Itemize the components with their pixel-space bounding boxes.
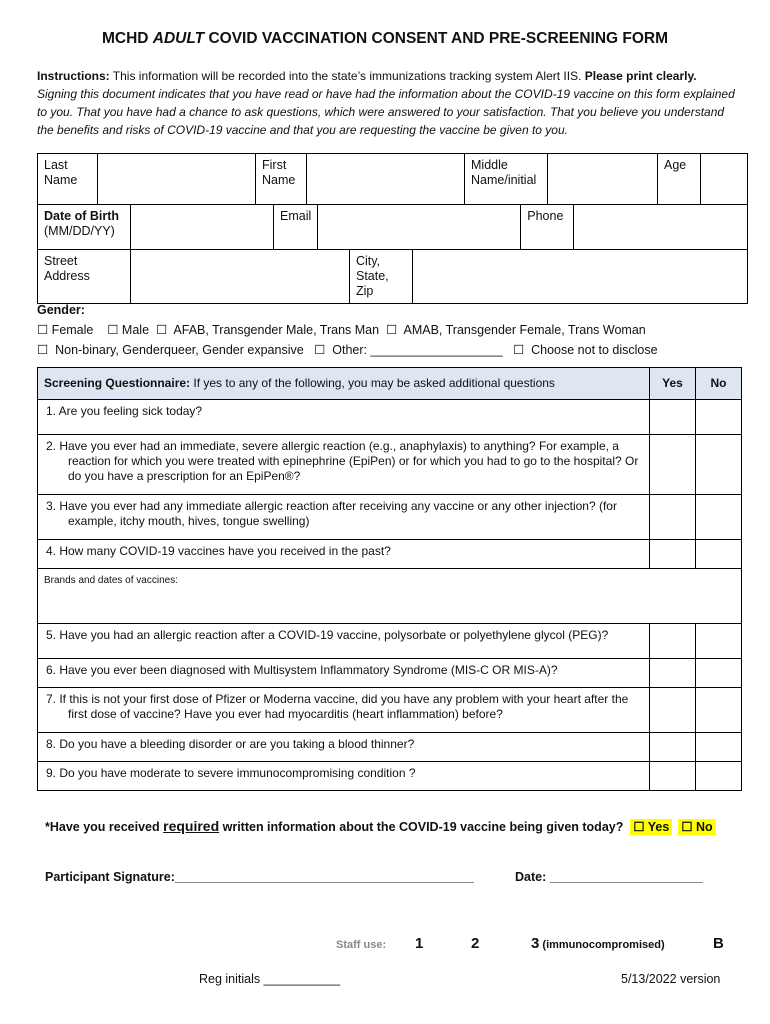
middle-name-label: Middle Name/initial — [465, 154, 548, 205]
last-name-field[interactable] — [98, 154, 256, 205]
staff-use-label: Staff use: — [336, 939, 387, 951]
first-name-label: First Name — [256, 154, 307, 205]
dob-label: Date of Birth (MM/DD/YY) — [38, 205, 131, 250]
screening-table — [37, 367, 742, 791]
street-field[interactable] — [131, 250, 350, 304]
first-name-field[interactable] — [307, 154, 465, 205]
staff-option-b: B — [713, 935, 724, 952]
personal-info-table — [37, 153, 748, 205]
q9-no[interactable] — [696, 762, 742, 791]
city-label: City, State, Zip — [350, 250, 413, 304]
q6-no[interactable] — [696, 659, 742, 688]
screening-header: Screening Questionnaire: If yes to any of the following, you may be asked additional questions — [38, 368, 650, 400]
phone-label: Phone — [521, 205, 574, 250]
gender-label: Gender: — [37, 303, 85, 317]
street-label: Street Address — [38, 250, 131, 304]
question-9: 9. Do you have moderate to severe immunocompromising condition ? — [38, 762, 650, 791]
q1-no[interactable] — [696, 400, 742, 435]
staff-option-1: 1 — [415, 935, 424, 952]
last-name-label: Last Name — [38, 154, 98, 205]
staff-option-2: 2 — [471, 935, 480, 952]
q8-no[interactable] — [696, 733, 742, 762]
q5-yes[interactable] — [650, 624, 696, 659]
gender-section — [37, 300, 757, 360]
question-3: 3. Have you ever had any immediate allergic reaction after receiving any vaccine or any other injection? (for example, itchy mouth, hives, tongue swelling) — [38, 495, 650, 540]
question-2: 2. Have you ever had an immediate, severe allergic reaction (e.g., anaphylaxis) to anything? For example, a reaction for which you were treated with epinephrine (EpiPen) or for which you had to go to the hospital? Or do you have a prescription for an EpiPen®? — [38, 435, 650, 495]
q4-yes[interactable] — [650, 540, 696, 569]
question-8: 8. Do you have a bleeding disorder or are you taking a blood thinner? — [38, 733, 650, 762]
q2-no[interactable] — [696, 435, 742, 495]
date-line[interactable]: Date: ______________________ — [515, 870, 703, 884]
received-yes-checkbox[interactable]: ☐ Yes — [630, 819, 672, 835]
question-4: 4. How many COVID-19 vaccines have you received in the past? — [38, 540, 650, 569]
q5-no[interactable] — [696, 624, 742, 659]
q4-no[interactable] — [696, 540, 742, 569]
instructions: Instructions: This information will be recorded into the state’s immunizations tracking system Alert IIS. Please print clearly. Signing this document indicates that you have read or have had the information about the COVID-19 vaccine on this form explained to you. That you have had a chance to ask questions, which were answered to your satisfaction. That you believe you understand the benefits and risks of COVID-19 vaccine and that you are requesting the vaccine be given to you. — [37, 69, 735, 137]
question-1: 1. Are you feeling sick today? — [38, 400, 650, 435]
address-table — [37, 249, 748, 304]
form-title: MCHD ADULT COVID VACCINATION CONSENT AND PRE-SCREENING FORM — [101, 30, 669, 47]
middle-name-field[interactable] — [548, 154, 658, 205]
question-7: 7. If this is not your first dose of Pfizer or Moderna vaccine, did you have any problem with your heart after the first dose of vaccine? Have you ever had myocarditis (heart inflammation) before? — [38, 688, 650, 733]
q9-yes[interactable] — [650, 762, 696, 791]
yes-header: Yes — [650, 368, 696, 400]
email-label: Email — [274, 205, 318, 250]
q7-yes[interactable] — [650, 688, 696, 733]
dob-field[interactable] — [131, 205, 274, 250]
contact-info-table — [37, 204, 748, 250]
q2-yes[interactable] — [650, 435, 696, 495]
age-field[interactable] — [701, 154, 748, 205]
phone-field[interactable] — [574, 205, 748, 250]
signature-line[interactable]: Participant Signature:___________________________________________ — [45, 870, 474, 884]
q7-no[interactable] — [696, 688, 742, 733]
brands-field[interactable]: Brands and dates of vaccines: — [38, 569, 742, 624]
no-header: No — [696, 368, 742, 400]
email-field[interactable] — [318, 205, 521, 250]
question-5: 5. Have you had an allergic reaction after a COVID-19 vaccine, polysorbate or polyethylene glycol (PEG)? — [38, 624, 650, 659]
staff-option-3: 3 (immunocompromised) — [531, 935, 665, 952]
q1-yes[interactable] — [650, 400, 696, 435]
received-info-question: *Have you received required written information about the COVID-19 vaccine being given today? ☐ Yes ☐ No — [45, 818, 716, 834]
received-no-checkbox[interactable]: ☐ No — [678, 819, 715, 835]
city-field[interactable] — [413, 250, 748, 304]
reg-initials[interactable]: Reg initials ___________ — [199, 972, 341, 986]
q6-yes[interactable] — [650, 659, 696, 688]
q3-yes[interactable] — [650, 495, 696, 540]
q8-yes[interactable] — [650, 733, 696, 762]
version-label: 5/13/2022 version — [621, 972, 721, 986]
gender-options-2[interactable]: ☐ Non-binary, Genderqueer, Gender expansive ☐ Other: ___________________ ☐ Choose not to disclose — [37, 343, 658, 357]
gender-options-1[interactable]: ☐ Female ☐ Male ☐ AFAB, Transgender Male, Trans Man ☐ AMAB, Transgender Female, Trans Woman — [37, 323, 646, 337]
q3-no[interactable] — [696, 495, 742, 540]
age-label: Age — [658, 154, 701, 205]
question-6: 6. Have you ever been diagnosed with Multisystem Inflammatory Syndrome (MIS-C OR MIS-A)? — [38, 659, 650, 688]
